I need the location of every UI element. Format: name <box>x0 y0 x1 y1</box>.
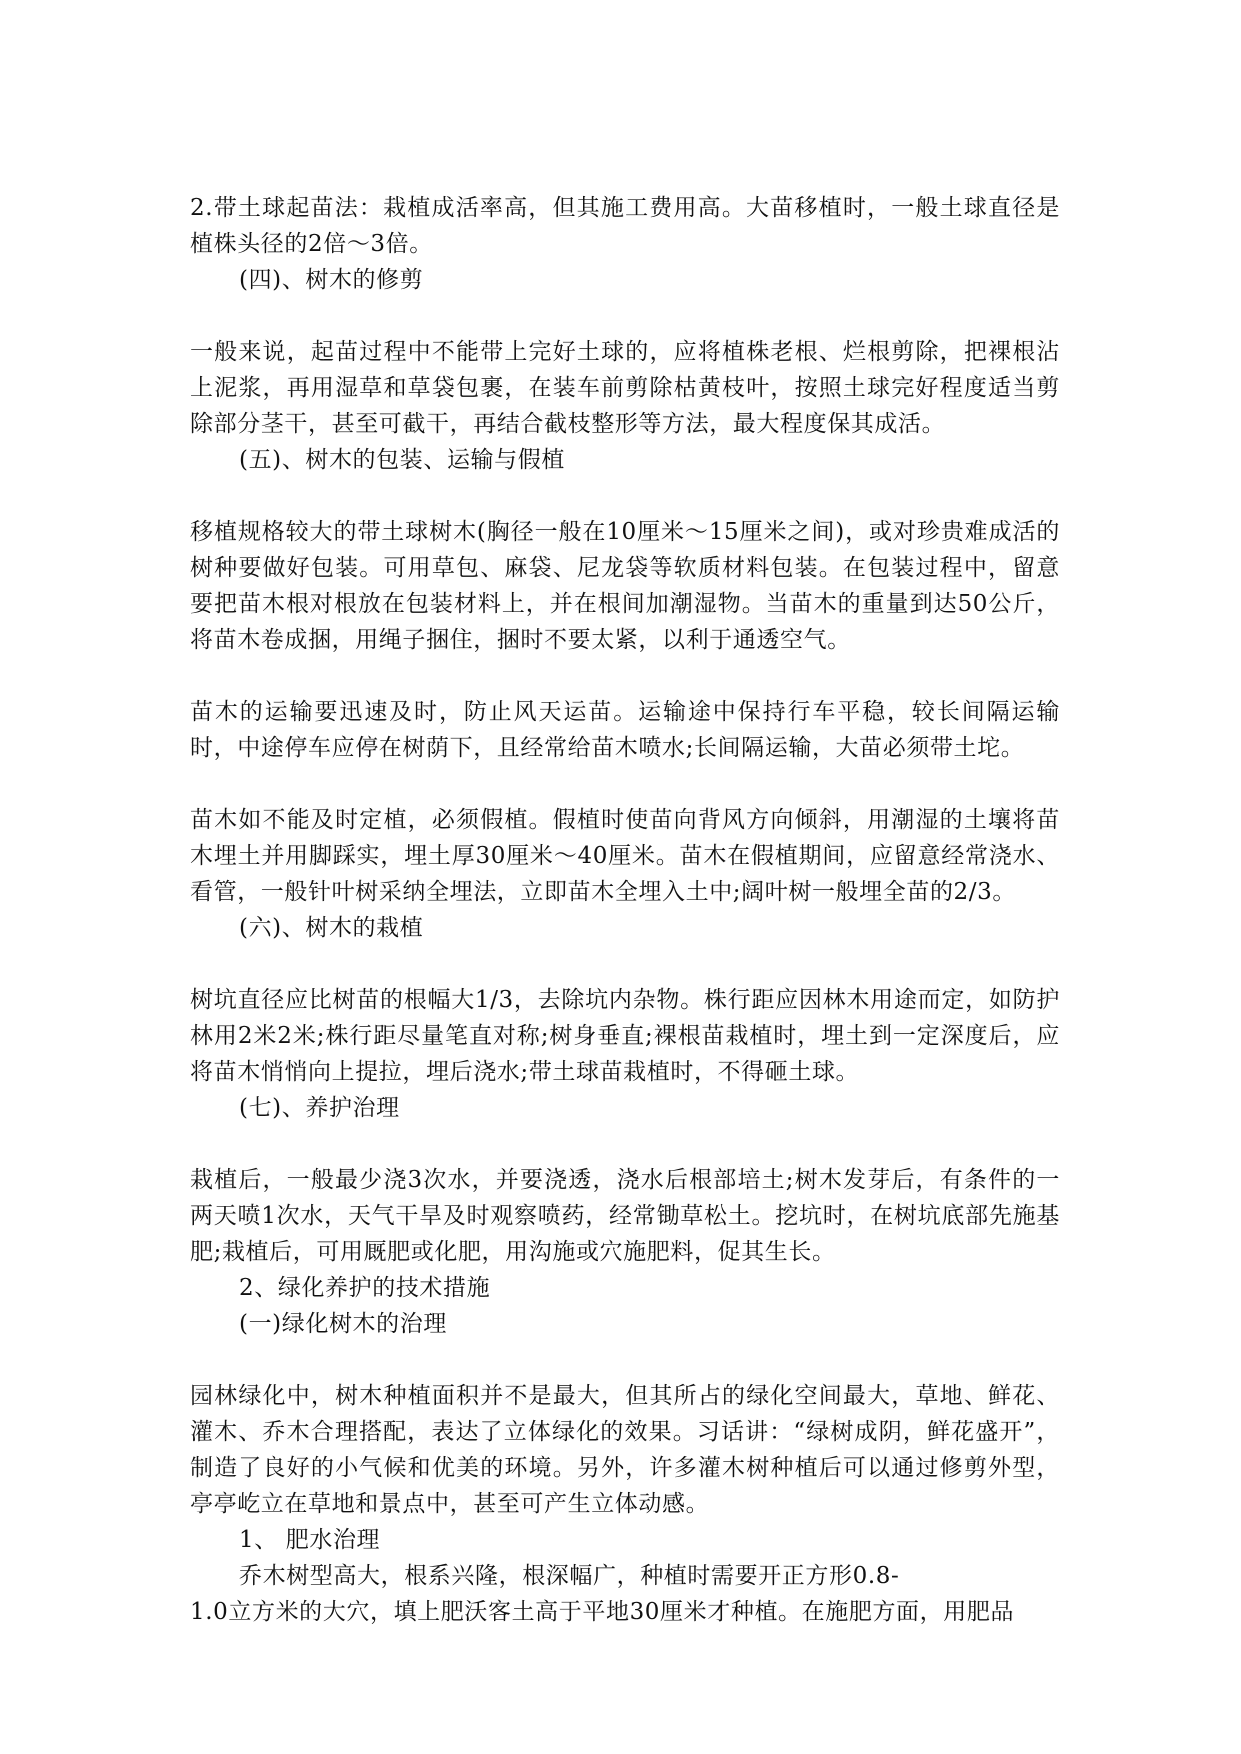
paragraph-temporary-planting: 苗木如不能及时定植，必须假植。假植时使苗向背风方向倾斜，用潮湿的土壤将苗木埋土并用脚踩实，埋土厚30厘米～40厘米。苗木在假植期间，应留意经常浇水、看管，一般针叶树采纳全埋法，立即苗木全埋入土中;阔叶树一般埋全苗的2/3。 <box>190 807 1060 905</box>
heading-pruning: (四)、树木的修剪 <box>239 267 424 293</box>
paragraph-packing: 移植规格较大的带土球树木(胸径一般在10厘米～15厘米之间)，或对珍贵难成活的树种要做好包装。可用草包、麻袋、尼龙袋等软质材料包装。在包装过程中，留意要把苗木根对根放在包装材料上，并在根间加潮湿物。当苗木的重量到达50公斤，将苗木卷成捆，用绳子捆住，捆时不要太紧，以利于通透空气。 <box>190 519 1060 653</box>
heading-fertilizer-water: 1、 肥水治理 <box>239 1527 381 1553</box>
paragraph-soil-ball-method: 2.带土球起苗法：栽植成活率高，但其施工费用高。大苗移植时，一般土球直径是植株头径的2倍～3倍。 <box>190 195 1060 257</box>
paragraph-planting: 树坑直径应比树苗的根幅大1/3，去除坑内杂物。株行距应因林木用途而定，如防护林用2米2米;株行距尽量笔直对称;树身垂直;裸根苗栽植时，埋土到一定深度后，应将苗木悄悄向上提拉，埋后浇水;带土球苗栽植时，不得砸土球。 <box>190 987 1060 1085</box>
heading-tree-management: (一)绿化树木的治理 <box>239 1311 447 1337</box>
document-body <box>190 190 1060 1630</box>
paragraph-fertilizer-continued: 1.0立方米的大穴，填上肥沃客土高于平地30厘米才种植。在施肥方面，用肥品 <box>190 1599 1015 1625</box>
paragraph-transport: 苗木的运输要迅速及时，防止风天运苗。运输途中保持行车平稳，较长间隔运输时，中途停车应停在树荫下，且经常给苗木喷水;长间隔运输，大苗必须带土坨。 <box>190 699 1060 761</box>
heading-maintenance: (七)、养护治理 <box>239 1095 400 1121</box>
paragraph-maintenance: 栽植后，一般最少浇3次水，并要浇透，浇水后根部培土;树木发芽后，有条件的一两天喷1次水，天气干旱及时观察喷药，经常锄草松土。挖坑时，在树坑底部先施基肥;栽植后，可用厩肥或化肥，用沟施或穴施肥料，促其生长。 <box>190 1167 1060 1265</box>
heading-technical-measures: 2、绿化养护的技术措施 <box>239 1275 491 1301</box>
paragraph-pruning: 一般来说，起苗过程中不能带上完好土球的，应将植株老根、烂根剪除，把裸根沾上泥浆，再用湿草和草袋包裹，在装车前剪除枯黄枝叶，按照土球完好程度适当剪除部分茎干，甚至可截干，再结合截枝整形等方法，最大程度保其成活。 <box>190 339 1060 437</box>
heading-packing-transport: (五)、树木的包装、运输与假植 <box>239 447 565 473</box>
paragraph-fertilizer-intro: 乔木树型高大，根系兴隆，根深幅广，种植时需要开正方形0.8- <box>239 1563 900 1589</box>
heading-planting: (六)、树木的栽植 <box>239 915 424 941</box>
paragraph-tree-management: 园林绿化中，树木种植面积并不是最大，但其所占的绿化空间最大，草地、鲜花、灌木、乔木合理搭配，表达了立体绿化的效果。习话讲：“绿树成阴，鲜花盛开”，制造了良好的小气候和优美的环境。另外，许多灌木树种植后可以通过修剪外型，亭亭屹立在草地和景点中，甚至可产生立体动感。 <box>190 1383 1060 1517</box>
